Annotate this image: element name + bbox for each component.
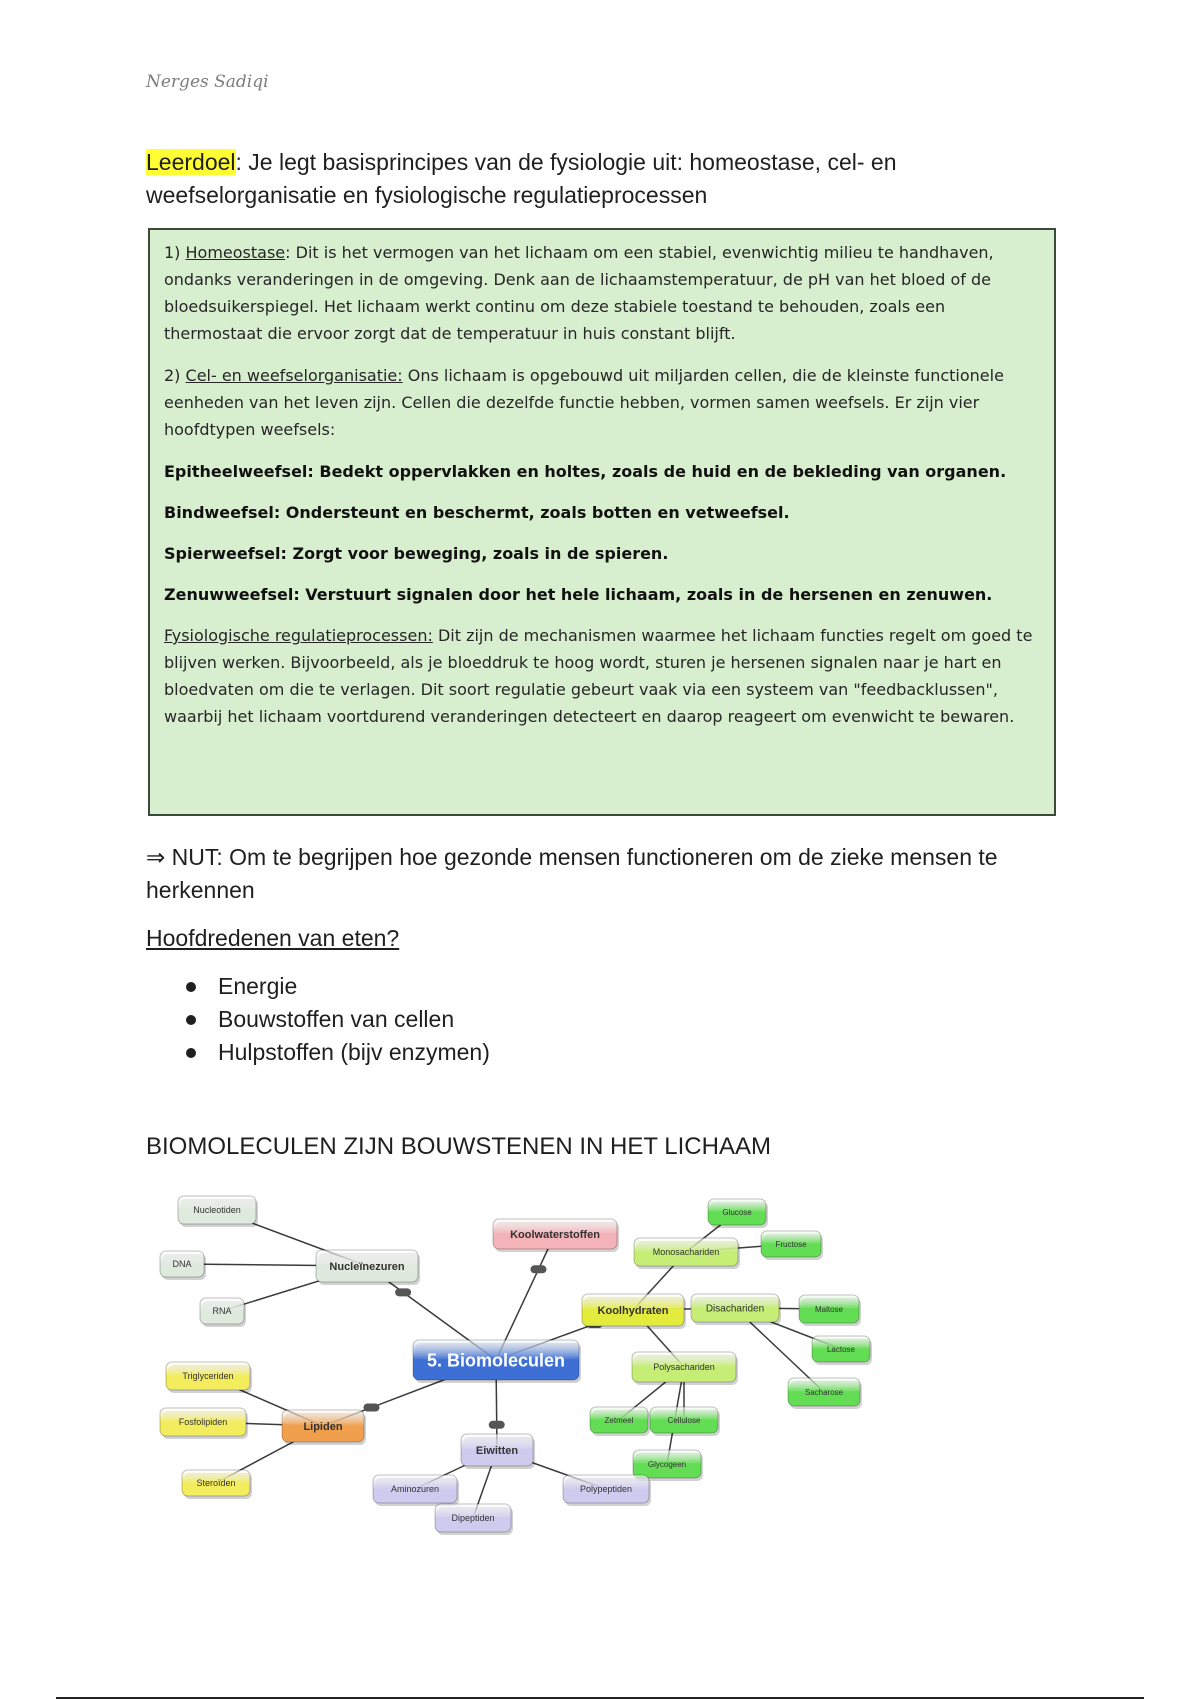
mindmap-node-label: Disachariden: [705, 1303, 765, 1315]
author-name: Nerges Sadiqi: [146, 72, 269, 92]
homeostase-prefix: 1): [164, 243, 186, 262]
connector-badge: [395, 1288, 411, 1296]
mindmap-node-dip: [435, 1504, 513, 1535]
mindmap-node-cel: [650, 1407, 720, 1436]
bullet-icon: [186, 1015, 196, 1025]
cel-paragraph: [164, 362, 1038, 443]
mindmap-node-label: Triglyceriden: [182, 1371, 234, 1382]
mindmap-node-label: DNA: [172, 1259, 192, 1270]
connector-badge: [489, 1421, 505, 1429]
mindmap-node-mono: [634, 1238, 740, 1269]
mindmap-node-lip: [282, 1410, 366, 1445]
hoofdredenen-heading: Hoofdredenen van eten?: [146, 925, 400, 951]
mindmap-node-label: Lipiden: [303, 1420, 343, 1433]
mindmap-node-lac: [812, 1336, 872, 1365]
bindweefsel-line: Bindweefsel: Ondersteunt en beschermt, zoals botten en vetweefsel.: [164, 503, 790, 522]
mindmap-node-label: Lactose: [826, 1344, 856, 1354]
spierweefsel-line: Spierweefsel: Zorgt voor beweging, zoals in de spieren.: [164, 544, 669, 563]
mindmap-node-fos: [160, 1408, 248, 1439]
mindmap-node-label: Aminozuren: [390, 1484, 440, 1495]
hoofdredenen-list: [146, 970, 490, 1069]
mindmap-node-label: Maltose: [814, 1304, 844, 1314]
mindmap-node-label: Dipeptiden: [451, 1513, 495, 1524]
list-item: [146, 1036, 490, 1069]
mindmap-node-label: Sacharose: [804, 1387, 844, 1397]
mindmap-node-glu: [708, 1199, 768, 1228]
homeostase-title: Homeostase: [185, 243, 286, 262]
cel-text: Ons lichaam is opgebouwd uit miljarden cellen, die de kleinste functionele eenheden van het leven zijn. Cellen die dezelfde functie hebben, vormen samen weefsels. Er zijn vier hoofdtypen weefsels:: [164, 366, 1004, 439]
mindmap-node-label: Eiwitten: [475, 1444, 519, 1457]
mindmap-node-label: RNA: [212, 1306, 232, 1317]
mindmap-node-fru: [761, 1231, 823, 1260]
bullet-icon: [186, 1048, 196, 1058]
mindmap-node-nuc: [178, 1196, 258, 1227]
mindmap-node-label: Koolwaterstoffen: [510, 1228, 600, 1241]
connector-badge: [363, 1404, 379, 1412]
physiology-summary-box: [148, 228, 1056, 816]
cel-prefix: 2): [164, 366, 186, 385]
mindmap-node-kh: [582, 1294, 686, 1329]
mindmap-node-kw: [493, 1219, 619, 1252]
homeostase-text: : Dit is het vermogen van het lichaam om een stabiel, evenwichtig milieu te handhaven, ondanks veranderingen in de omgeving. Denk aan de lichaamstemperatuur, de pH van het bloed of de bloedsuikerspiegel. Het lichaam werkt continu om deze stabiele toestand te behouden, zoals een thermostaat die ervoor zorgt dat de temperatuur in huis constant blijft.: [164, 243, 994, 343]
nut-statement: ⇒ NUT: Om te begrijpen hoe gezonde mensen functioneren om de zieke mensen te herkennen: [146, 844, 998, 903]
cel-title: Cel- en weefselorganisatie:: [185, 366, 403, 385]
learning-goal-label: Leerdoel: [146, 149, 236, 175]
mindmap-node-dna: [160, 1251, 206, 1280]
mindmap-node-nz: [316, 1250, 420, 1285]
mindmap-node-pol: [563, 1475, 651, 1506]
mindmap-node-label: Polysachariden: [653, 1362, 715, 1373]
mindmap-node-label: Fosfolipiden: [178, 1417, 228, 1428]
mindmap-node-center: [413, 1340, 581, 1383]
mindmap-node-ste: [182, 1470, 252, 1499]
mindmap-node-sach: [788, 1378, 862, 1409]
page-bottom-divider: [56, 1697, 1144, 1699]
list-item-text: Energie: [218, 973, 298, 999]
fysio-paragraph: [164, 622, 1038, 730]
list-item-text: Bouwstoffen van cellen: [218, 1006, 455, 1032]
mindmap-node-label: Monosachariden: [652, 1247, 720, 1258]
mindmap-node-label: Glycogeen: [647, 1459, 687, 1469]
mindmap-node-label: Nucleïnezuren: [329, 1260, 405, 1273]
mindmap-node-di: [691, 1294, 781, 1325]
mindmap-node-label: Glucose: [722, 1207, 752, 1217]
list-item: [146, 970, 490, 1003]
mindmap-node-rna: [200, 1298, 246, 1327]
mindmap-node-label: Zetmeel: [604, 1415, 634, 1425]
mindmap-node-label: Steroïden: [196, 1478, 236, 1489]
mindmap-node-eiw: [461, 1434, 535, 1469]
biomoleculen-mindmap: [148, 1172, 856, 1532]
fysio-title: Fysiologische regulatieprocessen:: [164, 626, 433, 645]
epitheel-line: Epitheelweefsel: Bedekt oppervlakken en holtes, zoals de huid en de bekleding van organen.: [164, 462, 1007, 481]
mindmap-node-tri: [166, 1362, 252, 1393]
mindmap-node-mal: [799, 1295, 861, 1326]
mindmap-node-label: Fructose: [775, 1239, 807, 1249]
mindmap-node-label: Cellulose: [667, 1415, 701, 1425]
mindmap-node-label: Polypeptiden: [579, 1484, 633, 1495]
mindmap-node-label: Koolhydraten: [597, 1304, 669, 1317]
mindmap-node-label: Nucleotiden: [193, 1205, 241, 1216]
bullet-icon: [186, 982, 196, 992]
learning-goal-text: : Je legt basisprincipes van de fysiologie uit: homeostase, cel- en weefselorganisatie en fysiologische regulatieprocessen: [146, 149, 897, 208]
list-item: [146, 1003, 490, 1036]
mindmap-canvas: [148, 1172, 856, 1532]
zenuwweefsel-line: Zenuwweefsel: Verstuurt signalen door het hele lichaam, zoals in de hersenen en zenuwen.: [164, 585, 993, 604]
homeostase-paragraph: [164, 239, 1038, 347]
mindmap-node-zet: [590, 1407, 650, 1436]
learning-goal: [146, 146, 1076, 212]
mindmap-node-poly: [632, 1352, 738, 1385]
mindmap-node-ami: [373, 1475, 459, 1506]
connector-badge: [530, 1265, 546, 1273]
list-item-text: Hulpstoffen (bijv enzymen): [218, 1039, 490, 1065]
biomoleculen-heading: BIOMOLECULEN ZIJN BOUWSTENEN IN HET LICHAAM: [146, 1133, 771, 1160]
fysio-text: Dit zijn de mechanismen waarmee het lichaam functies regelt om goed te blijven werken. Bijvoorbeeld, als je bloeddruk te hoog wordt, sturen je hersenen signalen naar je hart en bloedvaten om die te verlagen. Dit soort regulatie gebeurt vaak via een systeem van "feedbacklussen", waarbij het lichaam voortdurend veranderingen detecteert en daarop reageert om evenwicht te bewaren.: [164, 626, 1033, 726]
mindmap-node-label: 5. Biomoleculen: [426, 1350, 566, 1371]
